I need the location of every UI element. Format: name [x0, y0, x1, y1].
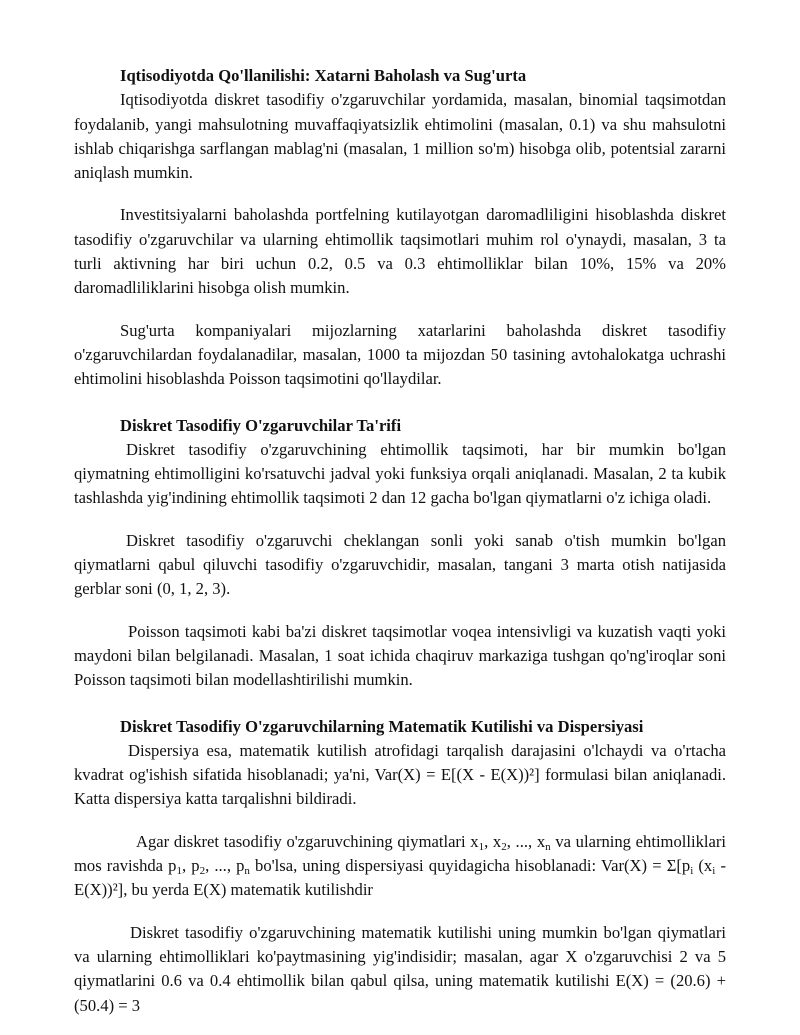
x2: $x_2$: [492, 831, 507, 853]
section-heading-definition: Diskret Tasodifiy O'zgaruvchilar Ta'rifi: [120, 415, 402, 435]
sub-i-x: i: [712, 865, 716, 878]
section-heading-expectation: Diskret Tasodifiy O'zgaruvchilarning Matematik Kutilishi va Dispersiyasi: [120, 716, 644, 736]
formula-tail-end: - E(X))²], bu yerda E(X) matematik kutilishdir: [74, 856, 726, 900]
sub-i-p: i: [690, 865, 694, 878]
section-heading-economics: Iqtisodiyotda Qo'llanilishi: Xatarni Baholash va Sug'urta: [120, 66, 527, 85]
x1: $x_1$: [470, 831, 485, 853]
paragraph-poisson: Poisson taqsimoti kabi ba'zi diskret taqsimotlar voqea intensivligi va kuzatish vaqti yoki maydoni bilan belgilanadi. Masalan, 1 soat ichida chaqiruv markaziga tushgan qo'ng'iroqlar soni Poisson taqsimoti bilan modellashtirilishi mumkin.: [74, 621, 726, 690]
paragraph-distribution: Diskret tasodifiy o'zgaruvchining ehtimollik taqsimoti, har bir mumkin bo'lgan qiymatning ehtimolligini ko'rsatuvchi jadval yoki funksiya orqali aniqlanadi. Masalan, 2 ta kubik tashlashda yig'indining ehtimollik taqsimoti 2 dan 12 gacha bo'lgan qiymatlarni o'z ichiga oladi.: [74, 439, 726, 508]
paragraph-economics-risk: Iqtisodiyotda diskret tasodifiy o'zgaruvchilar yordamida, masalan, binomial taqsimotdan foydalanib, yangi mahsulotning muvaffaqiyatsizlik ehtimolini (masalan, 0.1) va shu mahsulotni ishlab chiqarishga sarflangan mablag'ni (masalan, 1 million so'm) hisobga olib, potentsial zararni aniqlash mumkin.: [74, 90, 726, 183]
formula-tail: bo'lsa, uning dispersiyasi quyidagicha hisoblanadi: Var(X) = Σ[p: [249, 856, 691, 876]
paragraph-insurance: Sug'urta kompaniyalari mijozlarning xatarlarini baholashda diskret tasodifiy o'zgaruvchilardan foydalanadilar, masalan, 1000 ta mijozdan 50 tasining avtohalokatga uchrashi ehtimolini hisoblashda Poisson taqsimotini qo'llaydilar.: [74, 320, 726, 389]
p2: $p_2$: [191, 856, 206, 878]
formula-mid: va ularning ehtimolliklari mos ravishda: [74, 831, 727, 876]
xn: $x_n$: [536, 831, 551, 853]
formula-intro: Agar diskret tasodifiy o'zgaruvchining qiymatlari: [136, 831, 471, 851]
pn: $p_n$: [236, 856, 250, 878]
paragraph-dispersion: Dispersiya esa, matematik kutilish atrofidagi tarqalish darajasini o'lchaydi va o'rtacha kvadrat og'ishish sifatida hisoblanadi; ya'ni, Var(X) = E[(X - E(X))²] formulasi bilan aniqlanadi. Katta dispersiya katta tarqalishni bildiradi.: [74, 740, 726, 809]
paragraph-dispersion-formula: Agar diskret tasodifiy o'zgaruvchining qiymatlari $x_1$, $x_2$, ..., $x_n$ va ularning ehtimolliklari mos ravishda $p_1$, $p_2$, ..., $p_n$ bo'lsa, uning dispersiyasi quyidagicha hisoblanadi: $Var(X) = \Sigma[p_i$ $(x_i - E(X))^2$], bu yerda E(X) matematik kutilishdir: [74, 831, 727, 900]
paragraph-expectation: Diskret tasodifiy o'zgaruvchining matematik kutilishi uning mumkin bo'lgan qiymatlari va ularning ehtimolliklari ko'paytmasining yig'indisidir; masalan, agar X o'zgaruvchisi 2 va 5 qiymatlarini 0.6 va 0.4 ehtimollik bilan qabul qilsa, uning matematik kutilishi E(X) = (20.6) + (50.4) = 3: [74, 922, 726, 1015]
paragraph-discrete-variable: Diskret tasodifiy o'zgaruvchi cheklangan sonli yoki sanab o'tish mumkin bo'lgan qiymatlarni qabul qiluvchi tasodifiy o'zgaruvchidir, masalan, tangani 3 marta otish natijasida gerblar soni (0, 1, 2, 3).: [74, 530, 726, 599]
paragraph-investments: Investitsiyalarni baholashda portfelning kutilayotgan daromadliligini hisoblashda diskret tasodifiy o'zgaruvchilar va ularning ehtimollik taqsimotlari muhim rol o'ynaydi, masalan, 3 ta turli aktivning har biri uchun 0.2, 0.5 va 0.3 ehtimolliklar bilan 10%, 15% va 20% daromadliliklarini hisobga olish mumkin.: [74, 205, 726, 298]
p1: $p_1$: [168, 856, 182, 878]
